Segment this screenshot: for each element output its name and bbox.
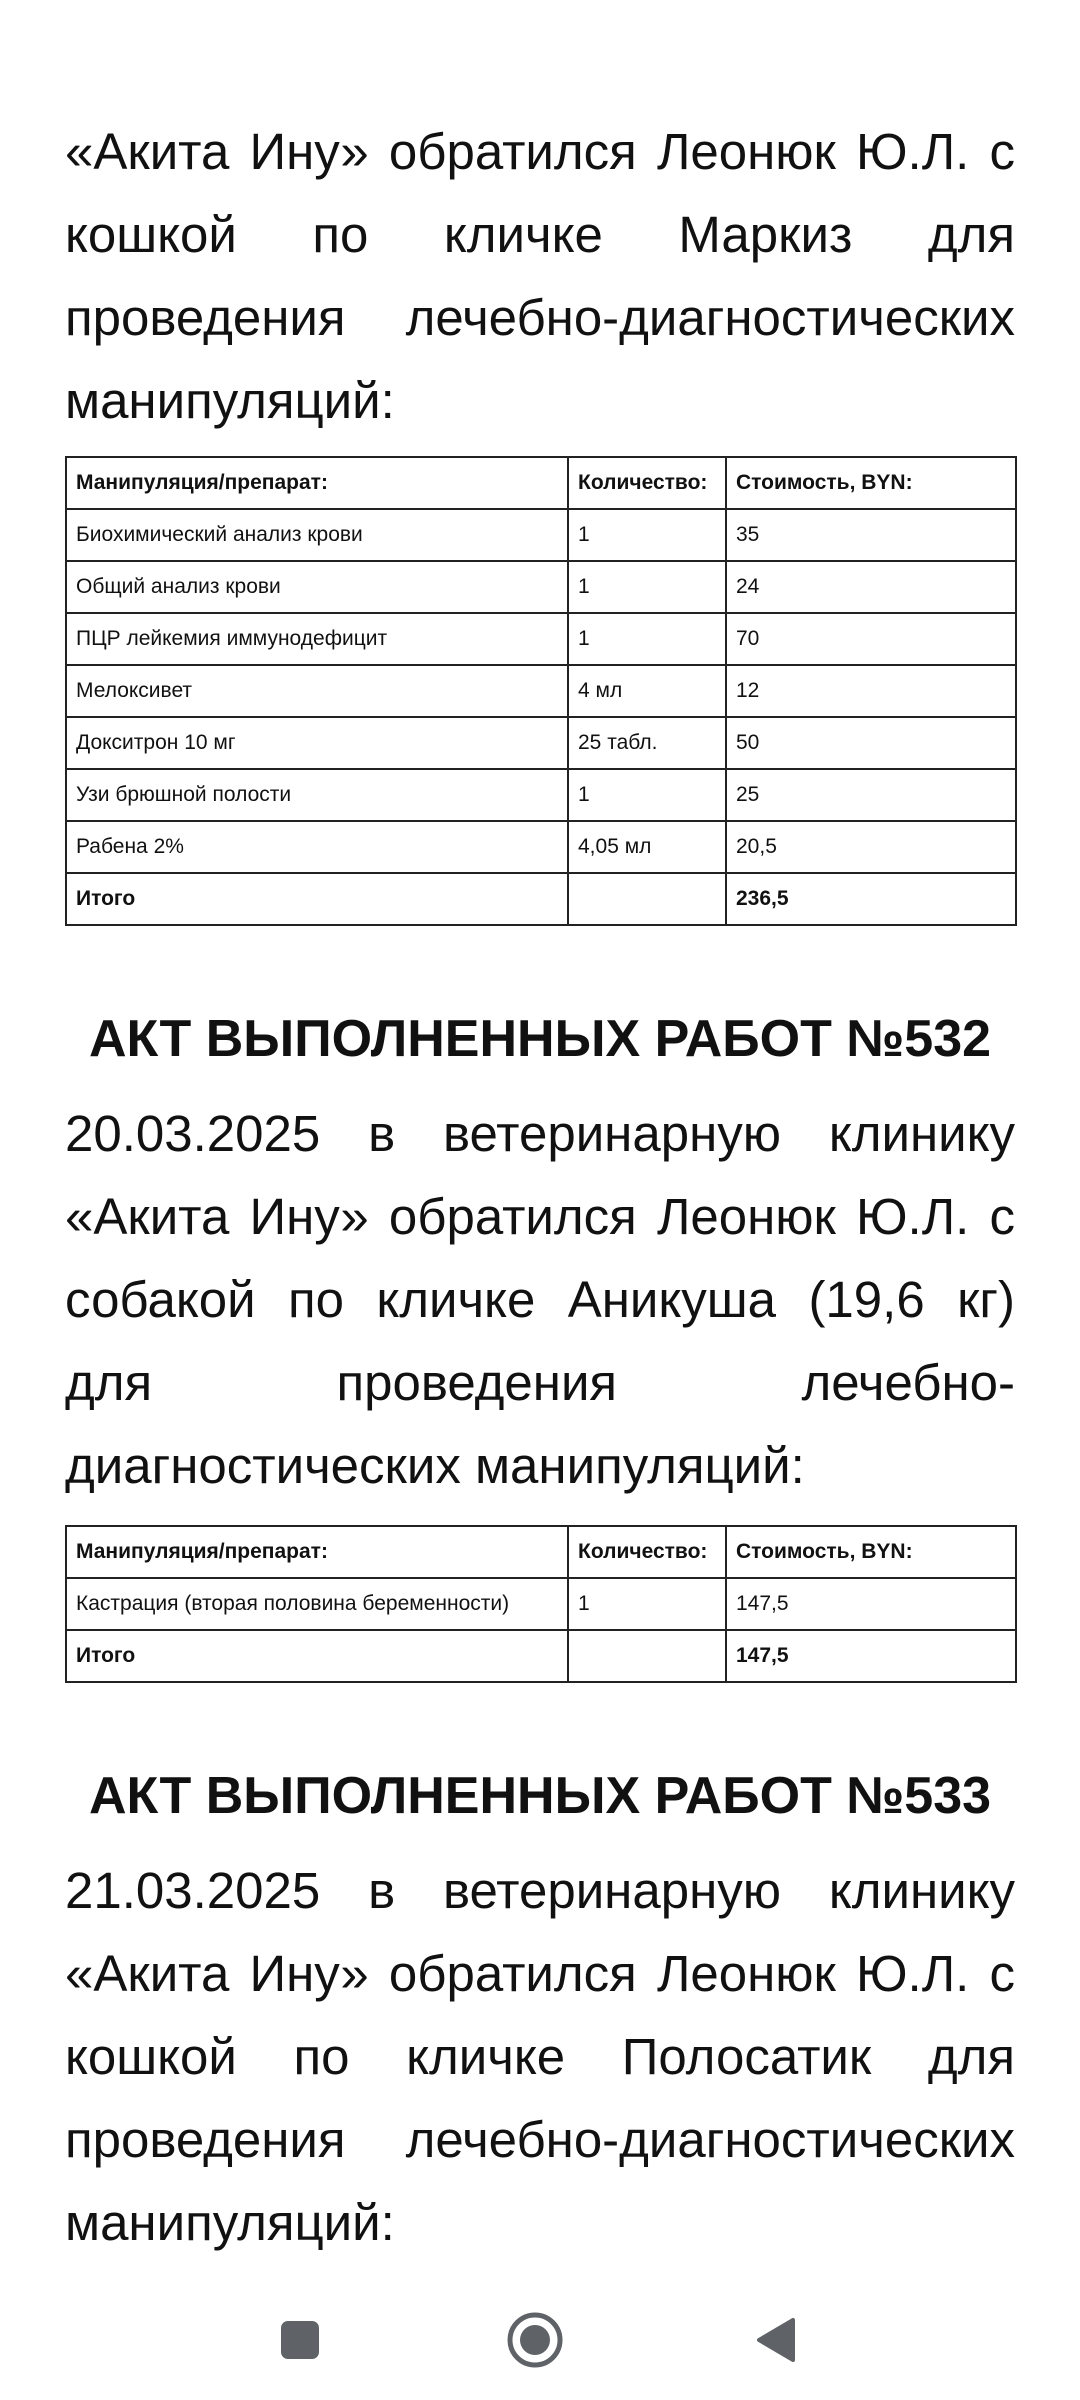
table-cell: 4 мл (568, 665, 726, 717)
table-cell: 4,05 мл (568, 821, 726, 873)
table-cell: 1 (568, 1578, 726, 1630)
table-total-row (66, 873, 1016, 925)
header-cell: Количество: (568, 457, 726, 509)
triangle-back-icon (753, 2316, 797, 2364)
square-recents-icon (279, 2319, 321, 2361)
table-cell: 1 (568, 769, 726, 821)
act-paragraph-532: 20.03.2025 в ветеринарную клинику «Акита Ину» обратился Леонюк Ю.Л. с собакой по кличке Аникуша (19,6 кг) для проведения лечебно-диагностических манипуляций: (65, 1105, 1015, 1494)
act-paragraph-533: 21.03.2025 в ветеринарную клинику «Акита Ину» обратился Леонюк Ю.Л. с кошкой по кличке Полосатик для проведения лечебно-диагностических манипуляций: (65, 1862, 1015, 2251)
table-header-row (66, 1526, 1016, 1578)
table-row (66, 1578, 1016, 1630)
table-cell: 35 (726, 509, 1016, 561)
table-cell: 24 (726, 561, 1016, 613)
table-cell: 147,5 (726, 1578, 1016, 1630)
table-row (66, 561, 1016, 613)
total-label: Итого (66, 1630, 568, 1682)
table-cell: 12 (726, 665, 1016, 717)
header-cell: Манипуляция/препарат: (66, 457, 568, 509)
header-cell: Стоимость, BYN: (726, 1526, 1016, 1578)
table-row (66, 665, 1016, 717)
table-row (66, 717, 1016, 769)
act-title-532: АКТ ВЫПОЛНЕННЫХ РАБОТ №532 (88, 1010, 992, 1068)
document-content (65, 0, 1015, 2264)
services-table-markiz (65, 456, 1017, 926)
table-cell: Биохимический анализ крови (66, 509, 568, 561)
table-row (66, 821, 1016, 873)
home-button[interactable] (505, 2310, 565, 2370)
table-cell: 25 (726, 769, 1016, 821)
table-cell: Узи брюшной полости (66, 769, 568, 821)
table-cell: Мелоксивет (66, 665, 568, 717)
table-cell: 1 (568, 613, 726, 665)
act-title-533: АКТ ВЫПОЛНЕННЫХ РАБОТ №533 (88, 1767, 992, 1825)
header-cell: Манипуляция/препарат: (66, 1526, 568, 1578)
table-cell: 70 (726, 613, 1016, 665)
table-cell: Докситрон 10 мг (66, 717, 568, 769)
table-cell: 1 (568, 509, 726, 561)
total-cost: 147,5 (726, 1630, 1016, 1682)
system-navigation-bar (0, 2280, 1080, 2400)
table-cell: 20,5 (726, 821, 1016, 873)
act-paragraph-markiz: «Акита Ину» обратился Леонюк Ю.Л. с кошкой по кличке Маркиз для проведения лечебно-диагностических манипуляций: (65, 123, 1015, 429)
table-total-row (66, 1630, 1016, 1682)
services-table-532 (65, 1525, 1017, 1683)
total-qty (568, 873, 726, 925)
table-row (66, 613, 1016, 665)
back-button[interactable] (745, 2310, 805, 2370)
table-cell: Кастрация (вторая половина беременности) (66, 1578, 568, 1630)
total-cost: 236,5 (726, 873, 1016, 925)
table-cell: Рабена 2% (66, 821, 568, 873)
total-label: Итого (66, 873, 568, 925)
header-cell: Количество: (568, 1526, 726, 1578)
table-row (66, 769, 1016, 821)
table-cell: ПЦР лейкемия иммунодефицит (66, 613, 568, 665)
table-cell: 25 табл. (568, 717, 726, 769)
header-cell: Стоимость, BYN: (726, 457, 1016, 509)
total-qty (568, 1630, 726, 1682)
table-header-row (66, 457, 1016, 509)
circle-home-icon (506, 2311, 564, 2369)
table-cell: 1 (568, 561, 726, 613)
table-cell: Общий анализ крови (66, 561, 568, 613)
table-row (66, 509, 1016, 561)
table-cell: 50 (726, 717, 1016, 769)
recents-button[interactable] (270, 2310, 330, 2370)
